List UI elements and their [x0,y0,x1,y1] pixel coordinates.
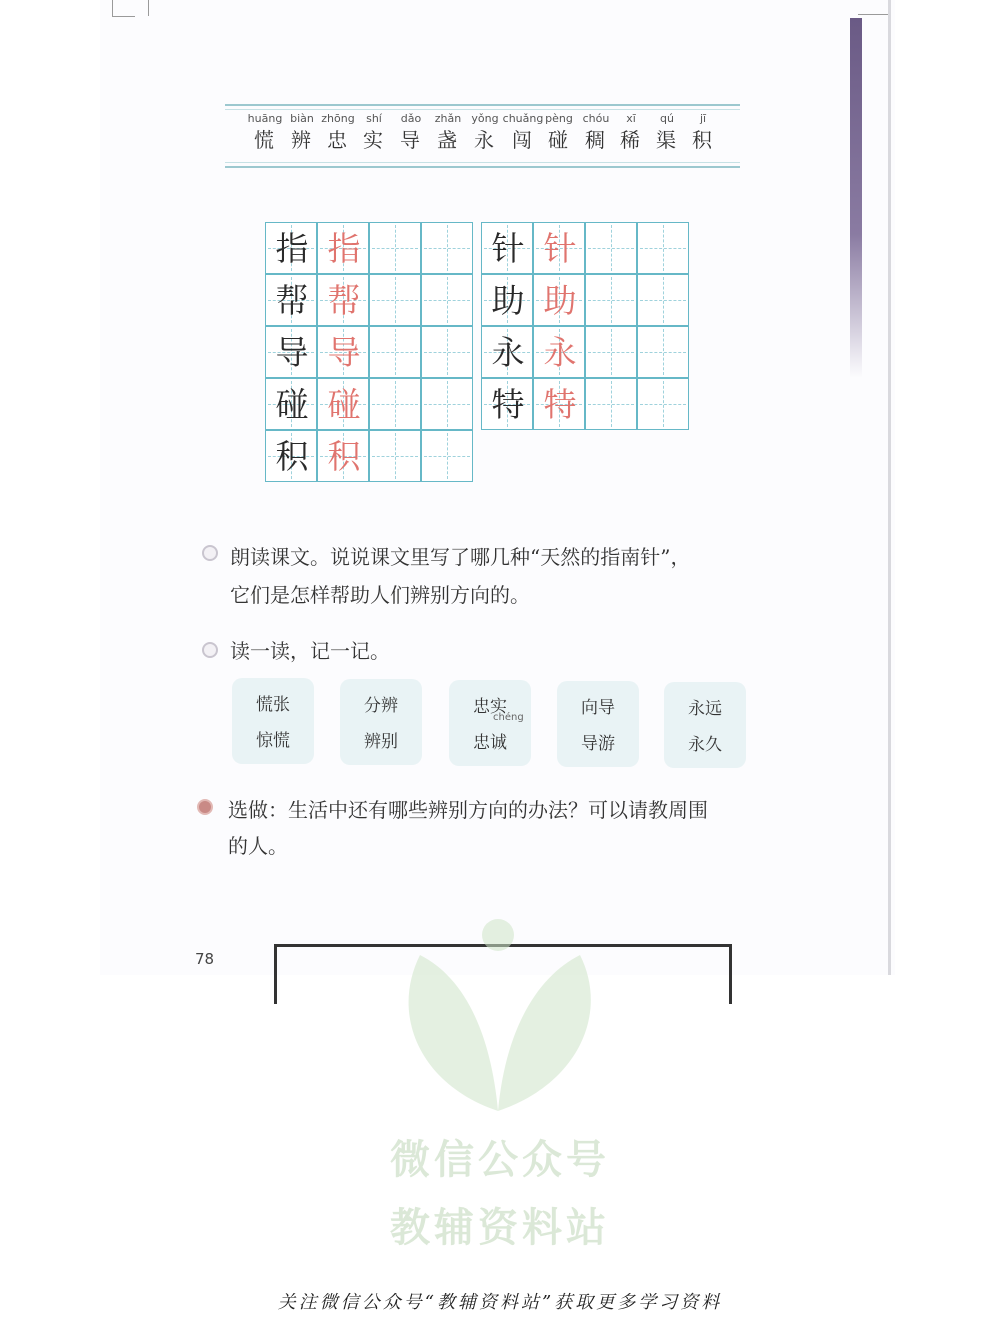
exercise-3-line-2: 的人。 [228,834,288,858]
exercise-3-line-1: 选做：生活中还有哪些辨别方向的办法？可以请教周围 [228,798,708,822]
watermark-text: 教辅资料站 [390,1205,610,1251]
model-char: 导 [275,333,309,372]
new-char: pèng 碰 [545,112,573,152]
model-char: 积 [275,437,309,476]
model-char: 助 [491,281,525,320]
trace-char: 指 [327,229,361,268]
model-char: 特 [491,385,525,424]
new-characters-strip [225,104,740,168]
crop-mark [858,0,888,15]
exercise-bullet-icon [202,545,218,561]
trace-char: 帮 [327,281,361,320]
page-number: 78 [195,950,215,968]
word-top: 分辨 [364,696,398,716]
footer-note: 关注微信公众号“教辅资料站”获取更多学习资料 [277,1292,723,1313]
new-char: dǎo 导 [400,112,422,152]
new-char: chóu 稠 [582,112,610,152]
trace-char: 助 [543,281,577,320]
new-char: huāng 慌 [247,112,283,152]
word-card [664,682,746,768]
new-char: zhōng 忠 [321,112,355,152]
page-edge [888,0,891,975]
new-char: shí 实 [363,112,385,152]
word-card [340,679,422,765]
crop-mark [148,0,149,16]
trace-char: 导 [327,333,361,372]
word-card [557,681,639,767]
word-top: 永远 [688,699,722,719]
new-char: zhǎn 盏 [434,112,462,152]
word-top: 慌张 [256,695,290,715]
model-char: 碰 [275,385,309,424]
word-card [449,680,531,766]
book-spine-shadow [850,18,862,378]
optional-exercise-bullet-icon [197,799,213,815]
model-char: 帮 [275,281,309,320]
new-char: biàn 辨 [290,112,314,152]
word-top: 忠实 [473,697,507,717]
exercise-1-line-2: 它们是怎样帮助人们辨别方向的。 [230,583,530,607]
word-top: 向导 [581,698,615,718]
word-bottom: 忠诚 [473,733,507,753]
model-char: 指 [275,229,309,268]
exercise-2-text: 读一读，记一记。 [230,639,390,663]
trace-char: 永 [543,333,577,372]
new-char: chuǎng 闯 [502,112,544,152]
watermark-leaf-icon [380,915,620,1115]
exercise-1-line-1: 朗读课文。说说课文里写了哪几种“天然的指南针”， [230,545,691,569]
model-char: 永 [491,333,525,372]
word-bottom: 导游 [581,734,615,754]
new-char: xī 稀 [620,112,642,152]
word-card [232,678,314,764]
watermark-text: 微信公众号 [390,1137,610,1183]
trace-char: 碰 [327,385,361,424]
new-char: jī 积 [692,112,714,152]
exercise-bullet-icon [202,642,218,658]
crop-mark [112,0,135,17]
word-bottom: 辨别 [364,732,398,752]
word-bottom: 永久 [688,735,722,755]
new-char: yǒng 永 [471,112,499,152]
trace-char: 积 [327,437,361,476]
trace-char: 针 [543,229,577,268]
trace-char: 特 [543,385,577,424]
model-char: 针 [491,229,525,268]
word-bottom: 惊慌 [256,731,290,751]
new-char: qú 渠 [656,112,678,152]
pinyin-hint: chéng [493,712,524,723]
